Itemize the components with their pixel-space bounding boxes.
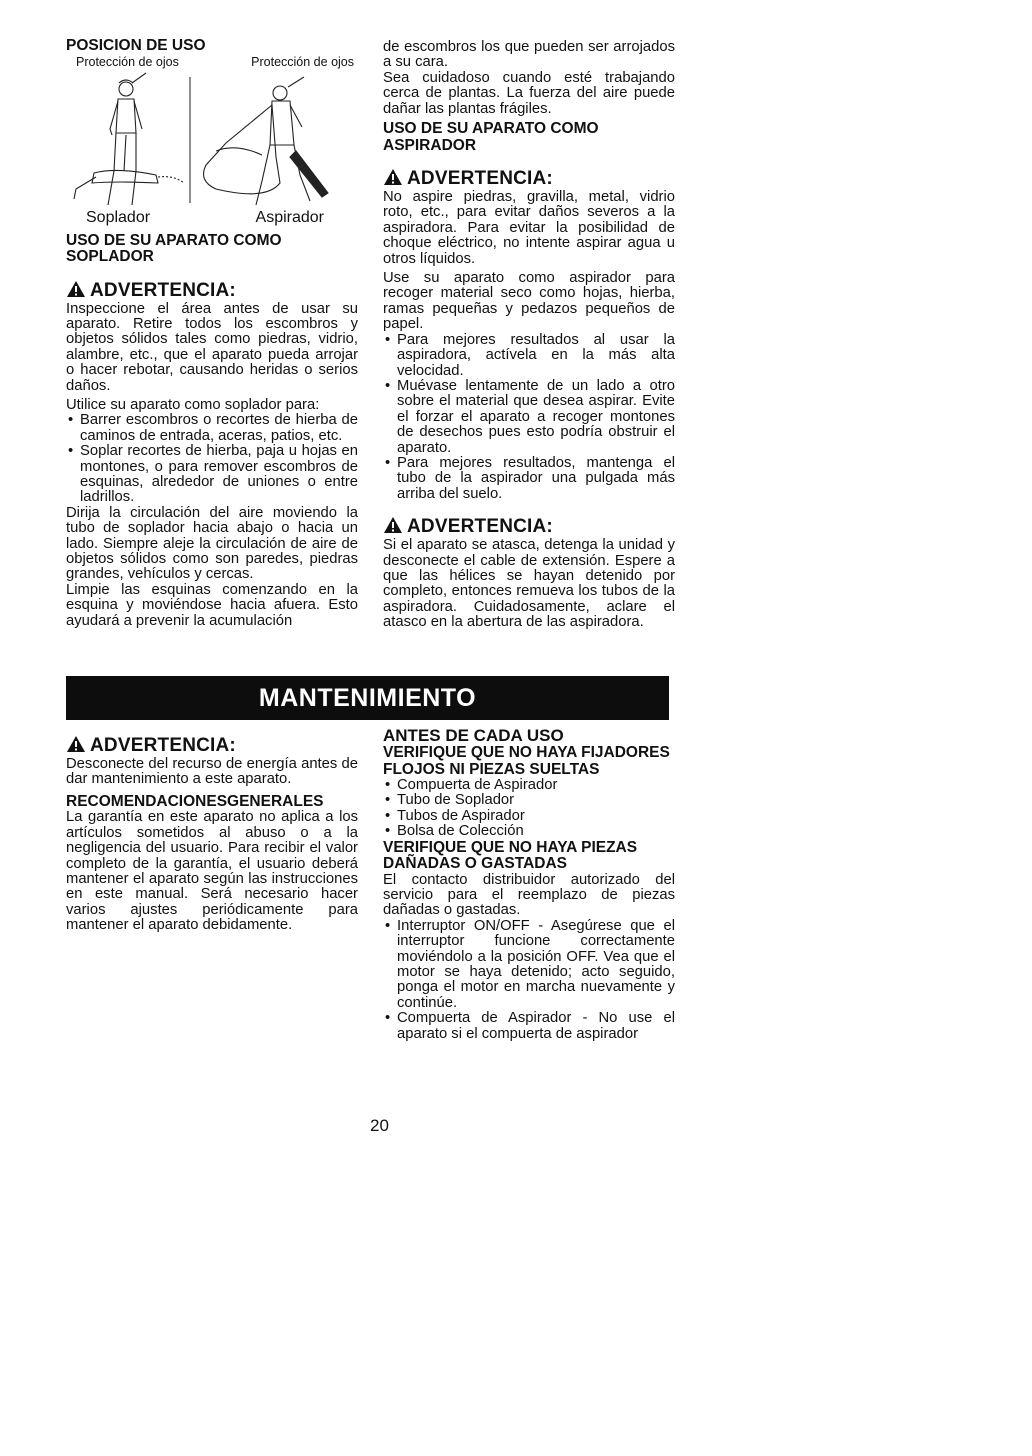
usage-figure [66, 71, 358, 209]
vacuum-person-drawing [204, 77, 328, 205]
maintenance-banner: MANTENIMIENTO [66, 676, 669, 720]
warning-maintenance [66, 733, 358, 757]
list-item: • Barrer escombros o recortes de hierba de caminos de entrada, aceras, patios, etc. [66, 413, 358, 444]
danadas-para: El contacto distribuidor autorizado del servicio para el reemplazo de piezas dañadas o gastadas. [383, 871, 675, 919]
list-item: • Tubos de Aspirador [383, 809, 675, 824]
fig-label-soplador: Soplador [86, 208, 151, 226]
list-item: • Compuerta de Aspirador - No use el aparato si el compuerta de aspirador [383, 1011, 675, 1042]
section-heading-posicion: POSICION DE USO [66, 37, 206, 54]
list-item: • Muévase lentamente de un lado a otro sobre el material que desea aspirar. Evite el forzar el aparato a recoger montones de desechos pues esto podría obstruir el aparato. [383, 379, 675, 456]
blower-person-drawing [74, 73, 184, 205]
warning-text-soplador: Inspeccione el área antes de usar su aparato. Retire todos los escombros y objetos sólidos tales como piedras, vidrio, alambre, etc., que el aparato pueda arrojar o hacer rebotar, causando heridas o serios daños. [66, 300, 358, 394]
right-bottom-column [383, 727, 675, 1042]
recomendaciones-para: La garantía en este aparato no aplica a los artículos sometidos al abuso o a la negligencia del usuario. Para recibir el valor completo de la garantía, el usuario deberá mantener el aparato según las instrucciones en este manual. Será necesario hacer varios ajustes periódicamente para mantener el aparato debidamente. [66, 809, 358, 934]
right-para-1: de escombros los que pueden ser arrojados a su cara. [383, 39, 675, 71]
list-item: • Tubo de Soplador [383, 793, 675, 808]
list-item: • Para mejores resultados, mantenga el tubo de la aspirador una pulgada más arriba del suelo. [383, 456, 675, 502]
eye-label-right: Protección de ojos [251, 54, 354, 69]
list-item: • Bolsa de Colección [383, 824, 675, 839]
warning-aspirador-1 [383, 166, 675, 190]
section-heading-antes: ANTES DE CADA USO [383, 726, 564, 745]
warning-triangle-icon [66, 735, 86, 753]
left-top-column [66, 38, 358, 629]
list-item: • Interruptor ON/OFF - Asegúrese que el interruptor funcione correctamente moviéndolo a la posición OFF. Vea que el motor se haya detenido; acto seguido, ponga el motor en marcha nuevamente y continúe. [383, 919, 675, 1011]
subheading-danadas: VERIFIQUE QUE NO HAYA PIEZAS DAÑADAS O GASTADAS [383, 838, 638, 873]
right-para-2: Sea cuidadoso cuando esté trabajando cerca de plantas. La fuerza del aire puede dañar las plantas frágiles. [383, 69, 675, 117]
usage-illustration [66, 71, 358, 209]
warning-text-aspirador-2: Si el aparato se atasca, detenga la unidad y desconecte el cable de extensión. Espere a que las hélices se hayan detenido por completo, entonces remueva los tubos de la aspiradora. Cuidadosamente, aclare el atasco en la abertura de las aspiradora. [383, 537, 675, 631]
soplador-intro: Utilice su aparato como soplador para: [66, 396, 320, 413]
warning-soplador [66, 278, 358, 302]
eye-label-left: Protección de ojos [76, 54, 179, 69]
subheading-fijadores: VERIFIQUE QUE NO HAYA FIJADORES FLOJOS NI PIEZAS SUELTAS [383, 744, 670, 778]
soplador-bullets [66, 413, 358, 505]
left-bottom-column [66, 733, 358, 934]
warning-triangle-icon [66, 280, 86, 298]
warning-text-aspirador-1: No aspire piedras, gravilla, metal, vidrio roto, etc., para evitar daños severos a la aspiradora. Para evitar la posibilidad de choque eléctrico, no intente aspirar agua u otros líquidos. [383, 189, 675, 267]
section-heading-recomendaciones: RECOMENDACIONESGENERALES [66, 792, 324, 810]
list-item: • Soplar recortes de hierba, paja u hojas en montones, o para remover escombros de esquinas, alrededor de uniones o entre ladrillos. [66, 444, 358, 506]
warning-word: ADVERTENCIA: [407, 168, 553, 190]
eye-protection-labels [66, 55, 358, 69]
aspirador-bullets [383, 333, 675, 502]
warning-triangle-icon [383, 516, 403, 534]
page-number: 20 [370, 1116, 389, 1135]
fig-label-aspirador: Aspirador [255, 208, 324, 226]
aspirador-para: Use su aparato como aspirador para recoger material seco como hojas, hierba, ramas pequeñas y pedazos pequeños de papel. [383, 270, 675, 333]
check-list [383, 919, 675, 1042]
soplador-para-2: Limpie las esquinas comenzando en la esquina y moviéndose hacia afuera. Esto ayudará a prevenir la acumulación [66, 581, 358, 629]
section-heading-soplador: USO DE SU APARATO COMO SOPLADOR [66, 231, 282, 265]
list-item: • Compuerta de Aspirador [383, 778, 675, 793]
warning-word: ADVERTENCIA: [407, 516, 553, 538]
list-item: • Para mejores resultados al usar la aspiradora, actívela en la más alta velocidad. [383, 333, 675, 379]
warning-aspirador-2 [383, 514, 675, 538]
warning-triangle-icon [383, 168, 403, 186]
warning-word: ADVERTENCIA: [90, 735, 236, 756]
warning-text-maintenance: Desconecte del recurso de energía antes de dar mantenimiento a este aparato. [66, 756, 358, 788]
parts-list [383, 778, 675, 840]
warning-word: ADVERTENCIA: [90, 279, 236, 301]
soplador-para-1: Dirija la circulación del aire moviendo la tubo de soplador hacia abajo o hacia un lado. Siempre aleje la circulación de aire de objetos sólidos como son paredes, piedras grandes, vehículos y cercas. [66, 504, 358, 583]
right-top-column [383, 40, 675, 631]
figure-labels [66, 209, 358, 227]
section-heading-aspirador: USO DE SU APARATO COMO ASPIRADOR [383, 120, 599, 154]
